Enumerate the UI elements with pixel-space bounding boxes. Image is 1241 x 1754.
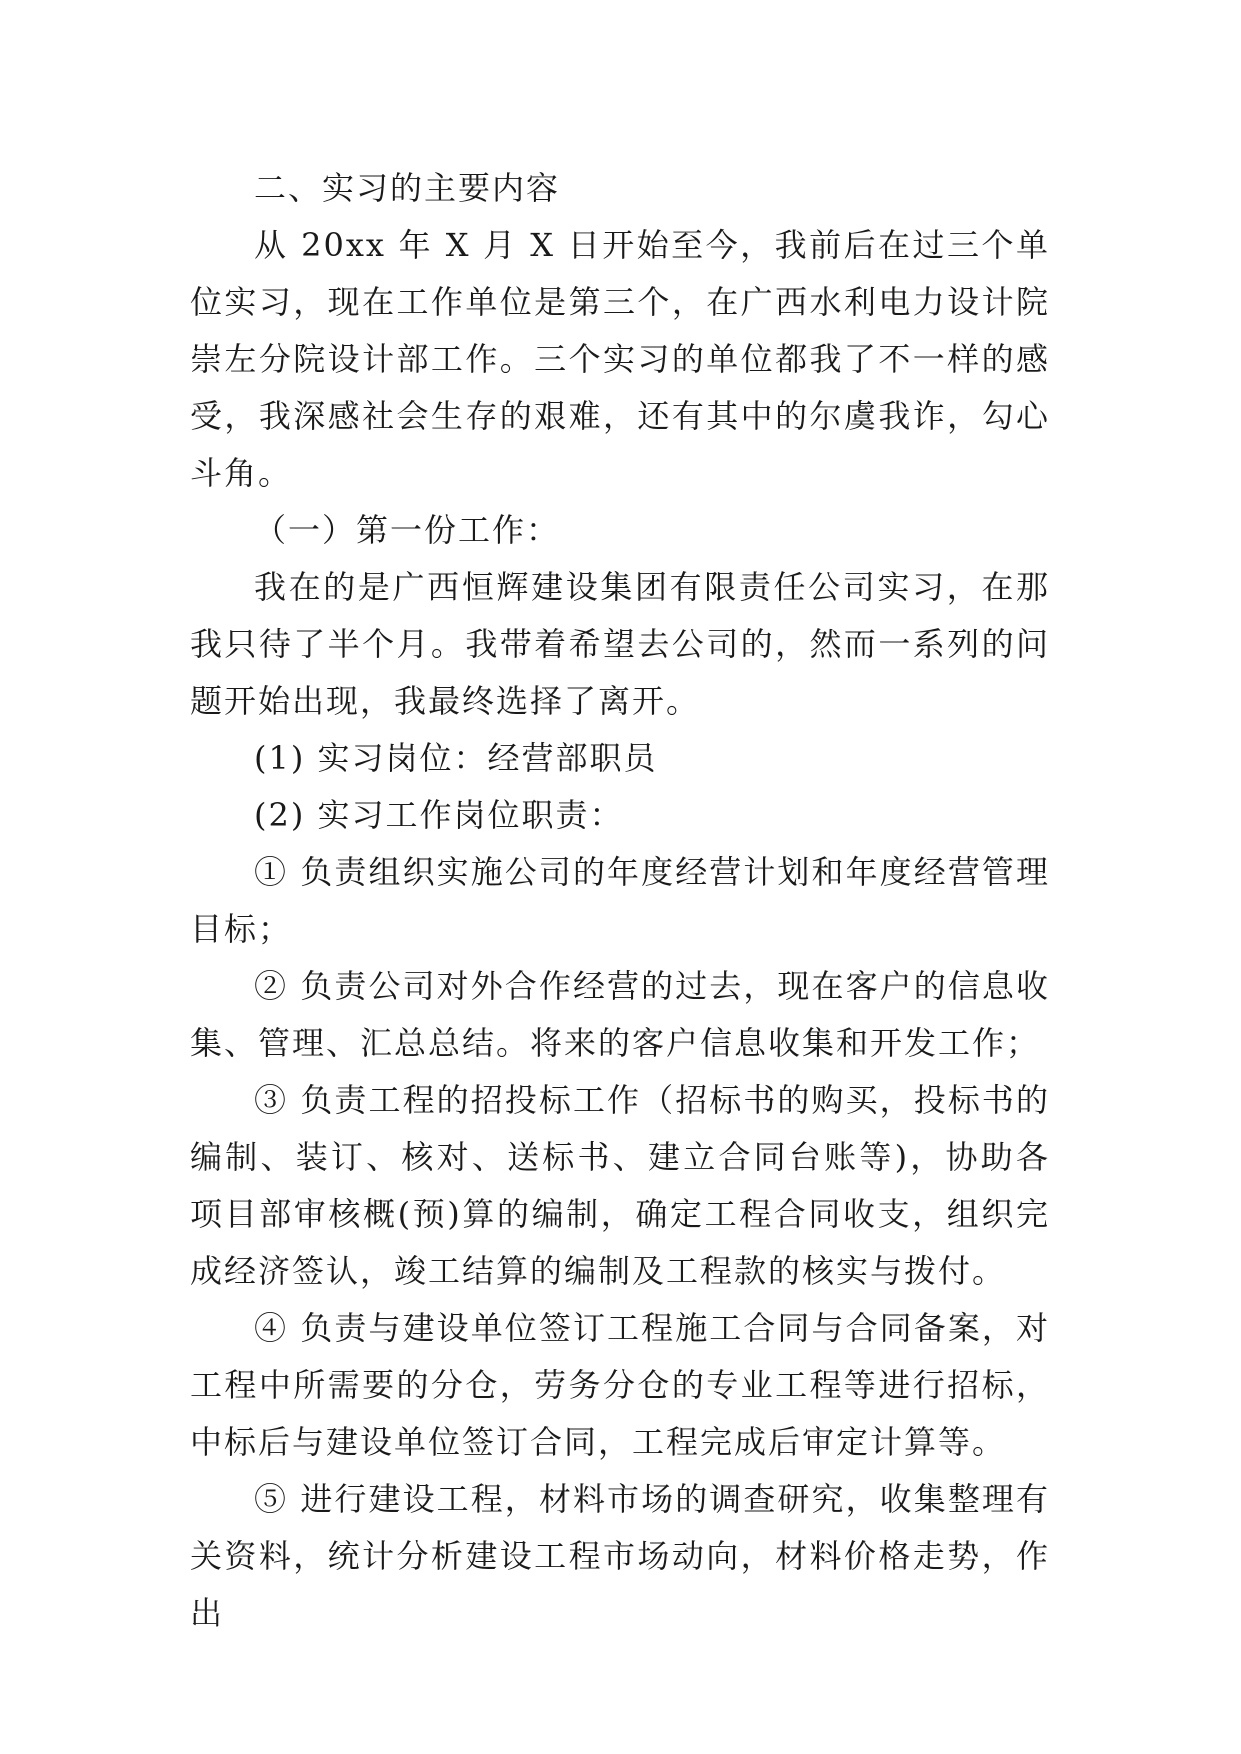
duty-item-1: ① 负责组织实施公司的年度经营计划和年度经营管理目标； — [190, 853, 1050, 948]
duty-item-5: ⑤ 进行建设工程，材料市场的调查研究，收集整理有关资料，统计分析建设工程市场动向，材料价格走势，作出 — [190, 1480, 1050, 1632]
duty-item-2: ② 负责公司对外合作经营的过去，现在客户的信息收集、管理、汇总总结。将来的客户信息收集和开发工作； — [190, 967, 1050, 1062]
subsection-heading: （一）第一份工作： — [254, 511, 561, 549]
list-item-duties-heading: (2) 实习工作岗位职责： — [254, 796, 624, 834]
paragraph-first-job: 我在的是广西恒辉建设集团有限责任公司实习，在那我只待了半个月。我带着希望去公司的，然而一系列的问题开始出现，我最终选择了离开。 — [190, 568, 1050, 720]
list-item-position: (1) 实习岗位：经营部职员 — [254, 739, 658, 777]
document-body — [190, 160, 1050, 1642]
paragraph-intro: 从 20xx 年 X 月 X 日开始至今，我前后在过三个单位实习，现在工作单位是第三个，在广西水利电力设计院崇左分院设计部工作。三个实习的单位都我了不一样的感受，我深感社会生存的艰难，还有其中的尔虞我诈，勾心斗角。 — [190, 226, 1050, 492]
duty-item-4: ④ 负责与建设单位签订工程施工合同与合同备案，对工程中所需要的分仓，劳务分仓的专业工程等进行招标，中标后与建设单位签订合同，工程完成后审定计算等。 — [190, 1309, 1050, 1461]
section-heading: 二、实习的主要内容 — [254, 169, 561, 207]
duty-item-3: ③ 负责工程的招投标工作（招标书的购买，投标书的编制、装订、核对、送标书、建立合同台账等)，协助各项目部审核概(预)算的编制，确定工程合同收支，组织完成经济签认，竣工结算的编制及工程款的核实与拨付。 — [190, 1081, 1050, 1290]
